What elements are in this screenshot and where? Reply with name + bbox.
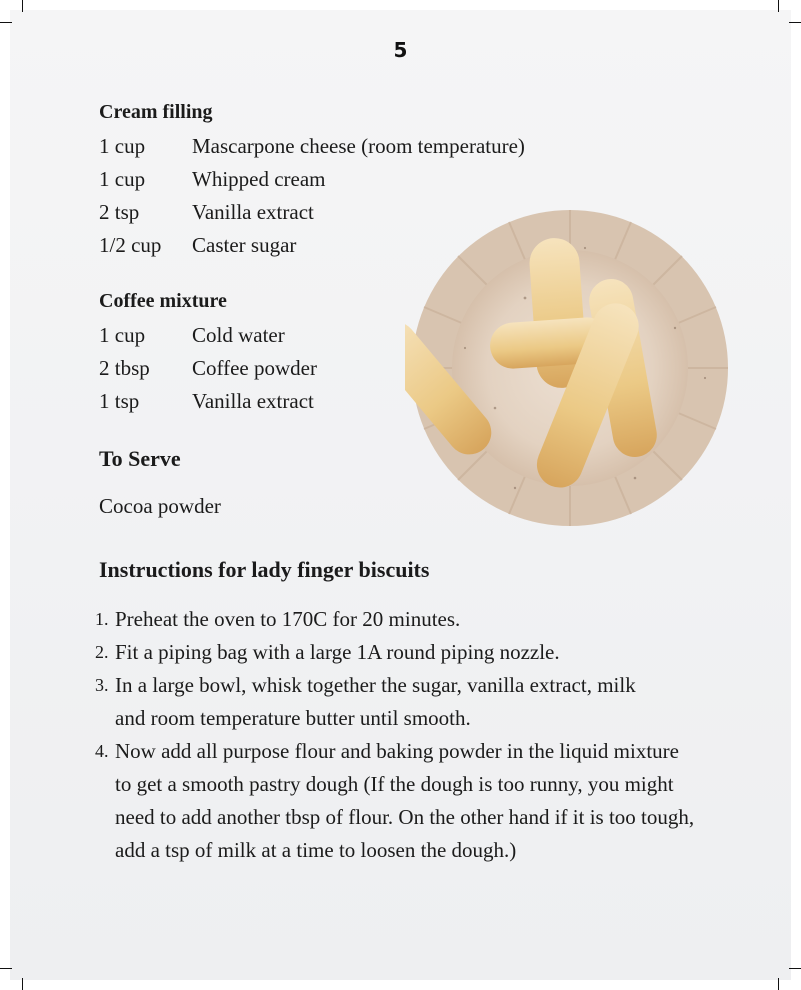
instruction-step: [95, 669, 655, 735]
ingredient-name: Caster sugar: [192, 233, 297, 257]
crop-mark-top-left-v: [22, 0, 23, 12]
instruction-step: [95, 636, 695, 669]
step-text: Now add all purpose flour and baking powder in the liquid mixture to get a smooth pastry dough (If the dough is too runny, you might need to add another tbsp of flour. On the other hand if it is too tough, add a tsp of milk at a time to loosen the dough.): [115, 739, 695, 862]
ingredient-name: Mascarpone cheese (room temperature): [192, 134, 525, 158]
coffee-mixture-heading: Coffee mixture: [99, 290, 227, 312]
ingredient-qty: 1 tsp: [99, 389, 140, 413]
ingredient-qty: 1 cup: [99, 134, 146, 158]
crop-mark-bottom-right-v: [778, 978, 779, 990]
ingredient-qty: 1 cup: [99, 323, 146, 347]
ingredient-name: Vanilla extract: [192, 389, 314, 413]
instructions-heading: Instructions for lady finger biscuits: [99, 557, 430, 582]
ladyfinger-plate-photo: [405, 208, 735, 528]
ingredient-name: Whipped cream: [192, 167, 326, 191]
crop-mark-top-right-v: [778, 0, 779, 12]
ingredient-name: Vanilla extract: [192, 200, 314, 224]
instruction-step: [95, 603, 695, 636]
cream-filling-heading: Cream filling: [99, 101, 213, 123]
to-serve-heading: To Serve: [99, 446, 181, 471]
step-number: 3.: [95, 675, 109, 695]
crop-mark-bottom-left-v: [22, 978, 23, 990]
page-number: 5: [393, 38, 408, 62]
step-text: Fit a piping bag with a large 1A round piping nozzle.: [115, 640, 560, 664]
step-text: In a large bowl, whisk together the sugar, vanilla extract, milk and room temperature butter until smooth.: [115, 673, 636, 730]
ingredient-qty: 1/2 cup: [99, 233, 162, 257]
instruction-step: [95, 735, 695, 867]
step-number: 2.: [95, 642, 109, 662]
serve-item: Cocoa powder: [99, 494, 221, 518]
crop-mark-top-left: [0, 22, 12, 23]
ingredient-name: Coffee powder: [192, 356, 317, 380]
crop-mark-top-right: [789, 22, 801, 23]
ingredient-qty: 2 tbsp: [99, 356, 150, 380]
instruction-list: [95, 603, 695, 867]
ingredient-qty: 1 cup: [99, 167, 146, 191]
crop-mark-bottom-left: [0, 968, 12, 969]
ingredient-name: Cold water: [192, 323, 285, 347]
step-number: 1.: [95, 609, 109, 629]
ingredient-qty: 2 tsp: [99, 200, 140, 224]
step-text: Preheat the oven to 170C for 20 minutes.: [115, 607, 461, 631]
step-number: 4.: [95, 741, 109, 761]
crop-mark-bottom-right: [789, 968, 801, 969]
